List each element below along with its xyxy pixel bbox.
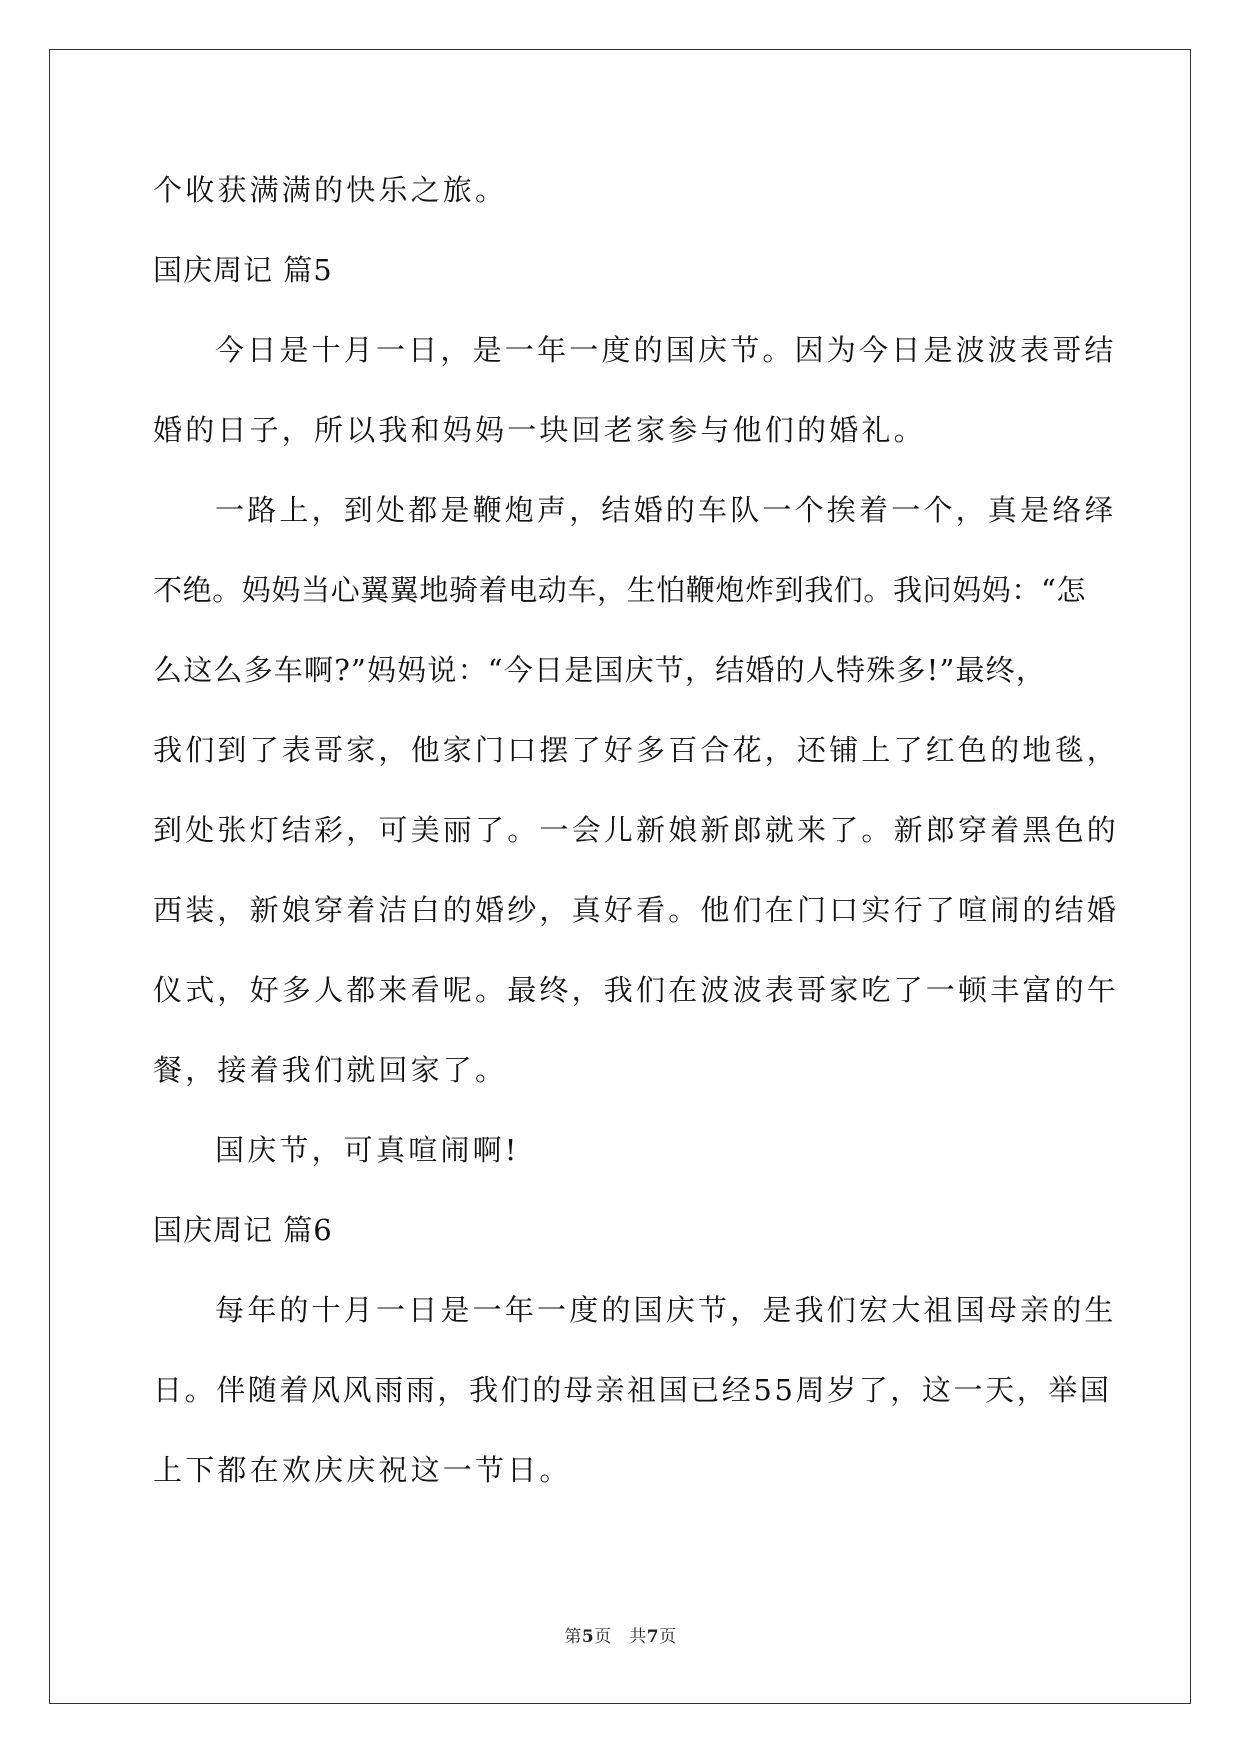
paragraph-line: 今日是十月一日，是一年一度的国庆节。因为今日是波波表哥结 <box>215 333 1117 367</box>
paragraph-line: 每年的十月一日是一年一度的国庆节，是我们宏大祖国母亲的生 <box>215 1293 1117 1327</box>
footer-suffix: 页 <box>659 1627 677 1647</box>
paragraph-line: 我们到了表哥家，他家门口摆了好多百合花，还铺上了红色的地毯， <box>153 733 1120 767</box>
page-footer <box>0 1622 1241 1647</box>
footer-mid: 页 共 <box>594 1627 647 1647</box>
paragraph-line: 餐，接着我们就回家了。 <box>153 1053 508 1087</box>
section-heading-6: 国庆周记 篇6 <box>153 1213 333 1247</box>
paragraph-line: 仪式，好多人都来看呢。最终，我们在波波表哥家吃了一顿丰富的午 <box>153 973 1120 1007</box>
paragraph-line: 不绝。妈妈当心翼翼地骑着电动车，生怕鞭炮炸到我们。我问妈妈：“怎 <box>153 573 1087 607</box>
paragraph-line: 上下都在欢庆庆祝这一节日。 <box>153 1453 572 1487</box>
paragraph-line: 个收获满满的快乐之旅。 <box>153 173 508 207</box>
section-heading-5: 国庆周记 篇5 <box>153 253 333 287</box>
footer-prefix: 第 <box>564 1627 582 1647</box>
paragraph-line: 婚的日子，所以我和妈妈一块回老家参与他们的婚礼。 <box>153 413 926 447</box>
paragraph-line: 国庆节，可真喧闹啊! <box>215 1133 520 1167</box>
current-page-number: 5 <box>581 1627 595 1647</box>
document-body <box>153 150 1120 1510</box>
total-page-number: 7 <box>646 1627 660 1647</box>
paragraph-line: 一路上，到处都是鞭炮声，结婚的车队一个挨着一个，真是络绎 <box>215 493 1117 527</box>
paragraph-line: 么这么多车啊?”妈妈说：“今日是国庆节，结婚的人特殊多!”最终， <box>153 653 1047 687</box>
paragraph-line: 西装，新娘穿着洁白的婚纱，真好看。他们在门口实行了喧闹的结婚 <box>153 893 1120 927</box>
paragraph-line: 到处张灯结彩，可美丽了。一会儿新娘新郎就来了。新郎穿着黑色的 <box>153 813 1120 847</box>
paragraph-line: 日。伴随着风风雨雨，我们的母亲祖国已经55周岁了，这一天，举国 <box>153 1373 1112 1407</box>
